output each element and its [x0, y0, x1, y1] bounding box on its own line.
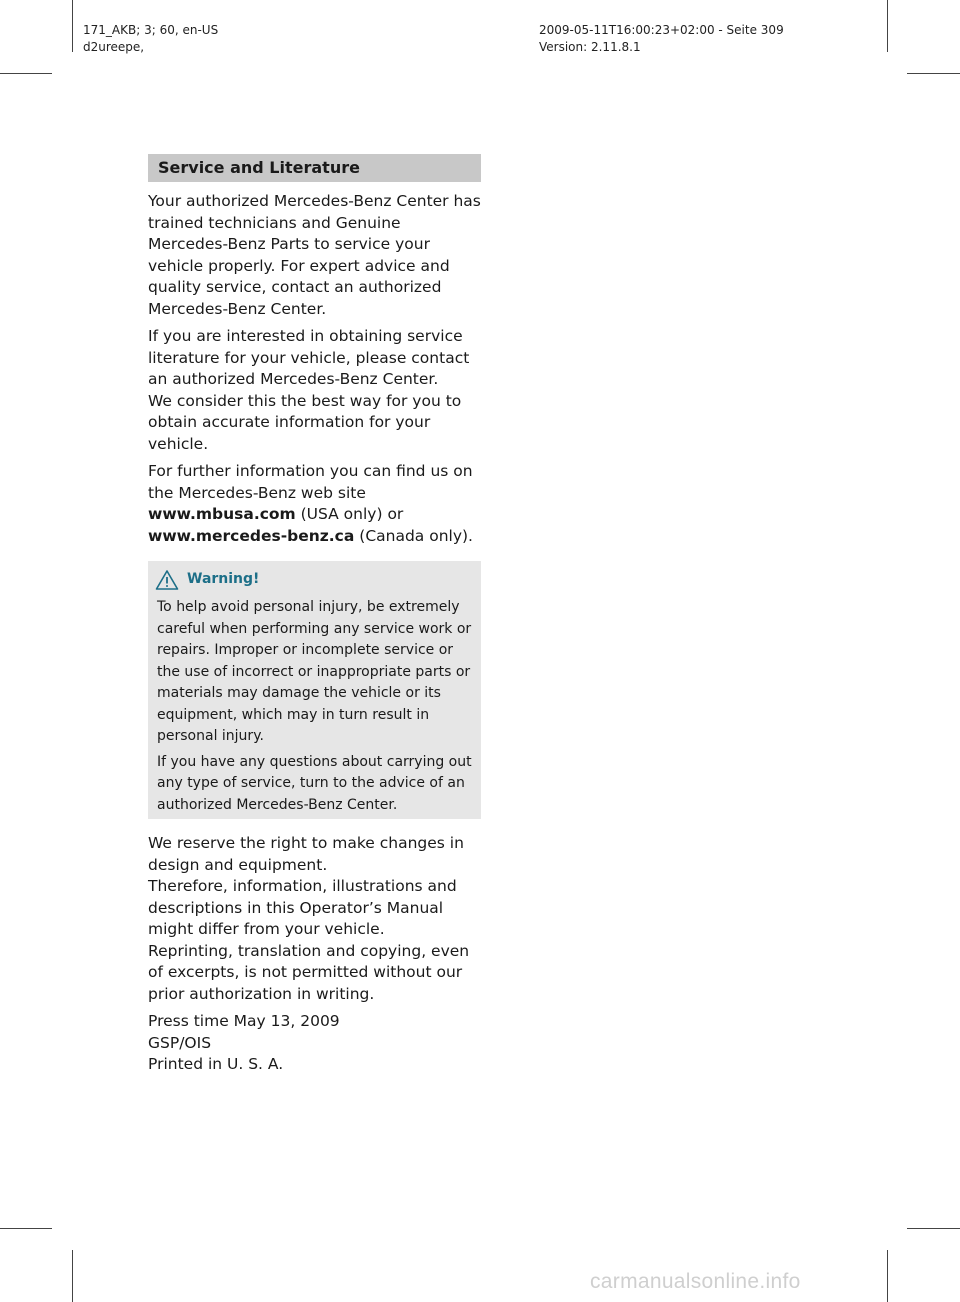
section-body	[148, 191, 481, 547]
watermark: carmanualsonline.info	[590, 1270, 801, 1293]
warning-triangle-icon	[155, 569, 179, 591]
press-time: Press time May 13, 2009	[148, 1012, 340, 1030]
print-code: GSP/OIS	[148, 1033, 212, 1052]
warning-text-advice: If you have any questions about carrying out any type of service, turn to the advice of an authorized Mercedes-Benz Center.	[157, 753, 472, 813]
slug-left	[83, 22, 218, 56]
warning-box	[148, 561, 481, 819]
printed-in: Printed in U. S. A.	[148, 1055, 284, 1073]
link-mbusa[interactable]: www.mbusa.com	[148, 505, 296, 523]
slug-left-line1: 171_AKB; 3; 60, en-US	[83, 23, 219, 37]
warning-text: To help avoid personal injury, be extremely careful when performing any service work or repairs. Improper or incomplete service or the use of incorrect or inappropriate parts or materials may damage the vehicle or its equipment, which may in turn result in personal injury.	[157, 599, 472, 744]
slug-right	[539, 22, 784, 56]
link-mercedes-benz-ca[interactable]: www.mercedes-benz.ca	[148, 526, 355, 545]
crop-mark	[887, 0, 888, 52]
crop-mark	[72, 1250, 73, 1302]
crop-mark	[907, 73, 960, 74]
crop-mark	[72, 0, 73, 52]
page-content	[148, 154, 481, 1076]
paragraph-web-site	[148, 461, 481, 547]
web-site-text: For further information you can find us on the Mercedes-Benz web site	[148, 462, 473, 502]
paragraph-service: Your authorized Mercedes-Benz Center has trained technicians and Genuine Mercedes-Benz Parts to service your vehicle properly. For expert advice and quality service, contact an authorized Mercedes-Benz Center.	[148, 192, 481, 318]
web-site-text: (Canada only).	[354, 526, 473, 545]
section-heading: Service and Literature	[148, 154, 481, 182]
paragraph-changes: We reserve the right to make changes in design and equipment.	[148, 834, 464, 874]
web-site-text: (USA only) or	[295, 505, 404, 523]
paragraph-best-way: We consider this the best way for you to obtain accurate information for your vehicle.	[148, 391, 462, 453]
slug-right-line1: 2009-05-11T16:00:23+02:00 - Seite 309	[539, 23, 784, 37]
crop-mark	[0, 1228, 52, 1229]
warning-header	[157, 567, 473, 593]
slug-right-line2: Version: 2.11.8.1	[539, 40, 641, 54]
crop-mark	[907, 1228, 960, 1229]
crop-mark	[0, 73, 52, 74]
paragraph-differences: Therefore, information, illustrations and descriptions in this Operator’s Manual might differ from your vehicle.	[148, 877, 457, 938]
paragraph-literature: If you are interested in obtaining service literature for your vehicle, please contact an authorized Mercedes-Benz Center.	[148, 327, 470, 388]
warning-title: Warning!	[187, 571, 260, 588]
closing-section	[148, 833, 481, 1076]
paragraph-reprinting: Reprinting, translation and copying, even of excerpts, is not permitted without our prior authorization in writing.	[148, 941, 470, 1003]
slug-left-line2: d2ureepe,	[83, 40, 145, 54]
